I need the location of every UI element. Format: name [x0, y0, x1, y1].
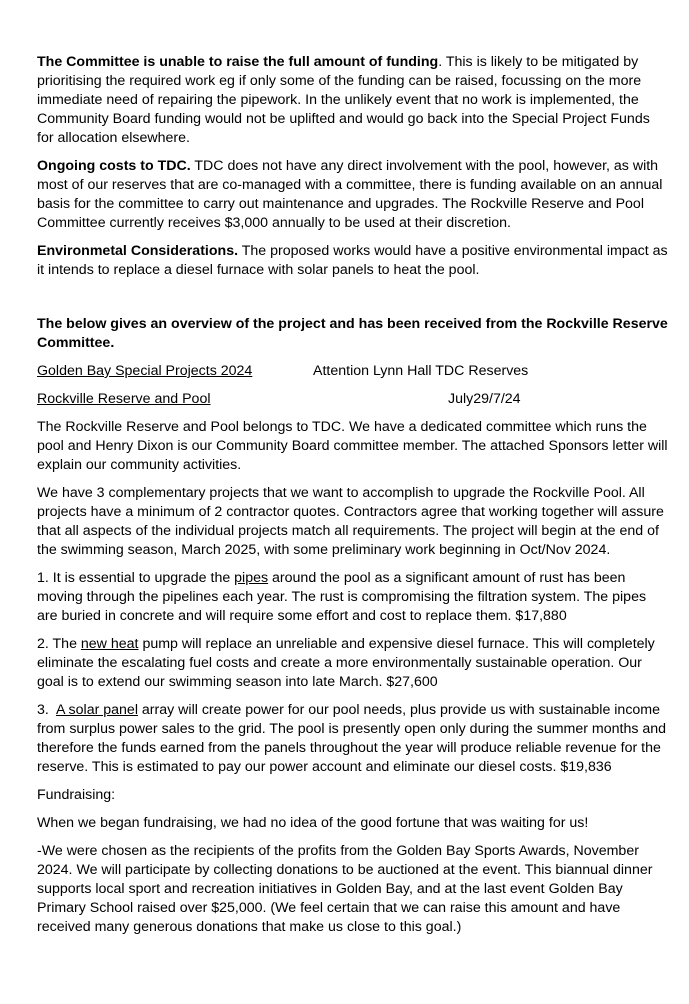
fundraising-label: Fundraising:: [37, 787, 116, 803]
committee-funding-heading: The Committee is unable to raise the full amount of funding: [37, 54, 439, 70]
belongs-paragraph: The Rockville Reserve and Pool belongs to TDC. We have a dedicated committee which runs the pool and Henry Dixon is our Community Board committee member. The attached Sponsors letter will explain our community activities.: [37, 419, 668, 473]
item3-underlined: A solar panel: [55, 702, 138, 718]
item1-prefix: 1. It is essential to upgrade the: [37, 570, 235, 586]
project-item-3: [37, 701, 669, 777]
item3-text: array will create power for our pool needs, plus provide us with sustainable income from surplus power sales to the grid. The pool is presently open only during the summer months and therefore the funds earned from the panels throughout the year will produce reliable revenue for the reserve. This is estimated to pay our power account and eliminate our diesel costs. $19,836: [37, 702, 667, 775]
item1-underlined: pipes: [234, 570, 269, 586]
header-row-1: [37, 362, 669, 381]
item3-prefix: 3.: [37, 702, 56, 718]
item2-prefix: 2. The: [37, 636, 81, 652]
fundraising-intro: When we began fundraising, we had no idea of the good fortune that was waiting for us!: [37, 815, 589, 831]
item1-text: around the pool as a significant amount of rust has been moving through the pipelines each year. The rust is compromising the filtration system. The pipes are buried in concrete and will require some effort and cost to replace them. $17,880: [37, 570, 647, 624]
item2-underlined: new heat: [80, 636, 139, 652]
section-spacer: [37, 289, 669, 315]
fundraising-awards: -We were chosen as the recipients of the profits from the Golden Bay Sports Awards, November 2024. We will participate by collecting donations to be auctioned at the event. This biannual dinner supports local sport and recreation initiatives in Golden Bay, and at the last event Golden Bay Primary School raised over $25,000. (We feel certain that we can raise this amount and have received many generous donations that make us close to this goal.): [37, 843, 653, 935]
header-project-title: Golden Bay Special Projects 2024: [37, 363, 253, 379]
item2-text: pump will replace an unreliable and expensive diesel furnace. This will completely eliminate the escalating fuel costs and create a more environmentally sustainable operation. Our goal is to extend our swimming season into late March. $27,600: [37, 636, 655, 690]
project-item-2: [37, 635, 669, 692]
committee-funding-text: . This is likely to be mitigated by prioritising the required work eg if only some of the funding can be raised, focussing on the more immediate need of repairing the pipework. In the unlikely event that no work is implemented, the Community Board funding would not be uplifted and would go back into the Special Project Funds for allocation elsewhere.: [37, 54, 650, 146]
overview-heading: The below gives an overview of the project and has been received from the Rockville Reserve Committee.: [37, 316, 668, 351]
ongoing-costs-text: TDC does not have any direct involvement with the pool, however, as with most of our reserves that are co-managed with a committee, there is funding available on an annual basis for the committee to carry out maintenance and upgrades. The Rockville Reserve and Pool Committee currently receives $3,000 annually to be used at their discretion.: [37, 158, 663, 231]
environmental-text: The proposed works would have a positive environmental impact as it intends to replace a diesel furnace with solar panels to heat the pool.: [37, 243, 668, 278]
header-date: July29/7/24: [448, 391, 521, 407]
committee-funding-paragraph: [37, 53, 669, 148]
header-row-2: [37, 390, 669, 409]
projects-paragraph: We have 3 complementary projects that we want to accomplish to upgrade the Rockville Pool. All projects have a minimum of 2 contractor quotes. Contractors agree that working together will assure that all aspects of the individual projects match all requirements. The project will begin at the end of the swimming season, March 2025, with some preliminary work beginning in Oct/Nov 2024.: [37, 485, 664, 558]
environmental-heading: Environmetal Considerations.: [37, 243, 239, 259]
ongoing-costs-heading: Ongoing costs to TDC.: [37, 158, 191, 174]
header-reserve-name: Rockville Reserve and Pool: [37, 391, 211, 407]
environmental-paragraph: [37, 242, 669, 280]
project-item-1: [37, 569, 669, 626]
ongoing-costs-paragraph: [37, 157, 669, 233]
header-attention: Attention Lynn Hall TDC Reserves: [313, 363, 529, 379]
